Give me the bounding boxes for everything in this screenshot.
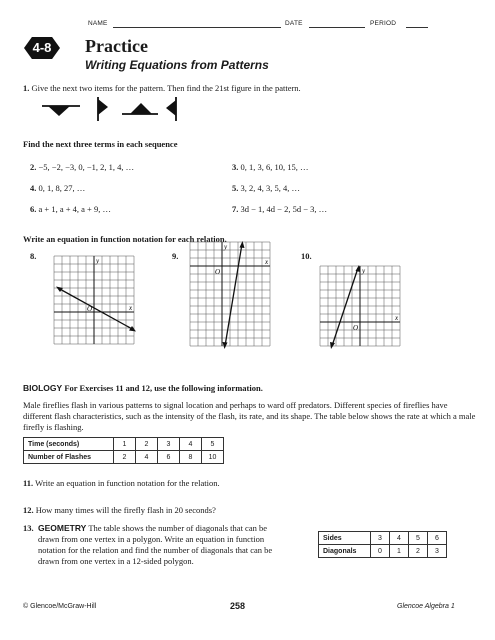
graph-9-grid (190, 242, 270, 346)
table-cell: 6 (158, 451, 180, 464)
question-5 (232, 183, 300, 194)
question-11-text: Write an equation in function notation for the relation. (35, 478, 220, 488)
question-7-text: 3d − 1, 4d − 2, 5d − 3, … (240, 204, 328, 214)
table-cell: 3 (371, 532, 390, 545)
footer-book: Glencoe Algebra 1 (397, 603, 455, 610)
table-row-label: Sides (319, 532, 371, 545)
footer-publisher-text: Glencoe/McGraw-Hill (30, 603, 97, 610)
table-cell: 1 (114, 438, 136, 451)
question-11-number: 11. (23, 478, 34, 488)
graph-9-line (225, 244, 242, 346)
question-3-text: 0, 1, 3, 6, 10, 15, … (240, 162, 309, 172)
table-cell: 5 (202, 438, 224, 451)
pattern-figure-3 (122, 103, 158, 114)
page-subtitle: Writing Equations from Patterns (85, 58, 269, 72)
question-12-text: How many times will the firefly flash in 20 seconds? (35, 505, 216, 515)
biology-heading (23, 383, 263, 393)
question-3-number: 3. (232, 162, 239, 172)
pattern-figure-2 (98, 97, 108, 121)
date-label: DATE (285, 20, 303, 27)
question-1-text: Give the next two items for the pattern. Then find the 21st figure in the pattern. (31, 83, 301, 93)
graph-9-y-label: y (224, 243, 228, 251)
table-row-label: Time (seconds) (24, 438, 114, 451)
firefly-table (23, 437, 224, 464)
biology-paragraph: Male fireflies flash in various patterns to signal location and perhaps to ward off predators. Different species of fireflies have different flash characteristics, such as the intensity of the flash, its rate, and its shape. The table below shows the rate at which a male firefly is flashing. (23, 400, 476, 432)
graph-8-origin: O (87, 305, 93, 313)
table-cell: 1 (390, 545, 409, 558)
pattern-figure-4 (166, 97, 176, 121)
question-6-text: a + 1, a + 4, a + 9, … (38, 204, 111, 214)
question-13-number: 13. (23, 523, 34, 533)
graph-10-origin: O (353, 324, 359, 332)
question-4 (30, 183, 85, 194)
question-2-text: −5, −2, −3, 0, −1, 2, 1, 4, … (38, 162, 135, 172)
graph-10-number: 10. (301, 251, 312, 261)
graph-8-number: 8. (30, 251, 37, 261)
question-6-number: 6. (30, 204, 37, 214)
graph-9-origin: O (215, 268, 221, 276)
question-13-topic: GEOMETRY (38, 523, 87, 533)
table-row (24, 451, 224, 464)
table-cell: 3 (428, 545, 447, 558)
period-blank[interactable] (406, 27, 428, 28)
table-cell: 3 (158, 438, 180, 451)
question-2 (30, 162, 134, 173)
table-row (319, 532, 447, 545)
pattern-figures (40, 97, 190, 123)
table-cell: 4 (136, 451, 158, 464)
name-blank[interactable] (113, 27, 281, 28)
graph-8-x-label: x (129, 304, 133, 312)
graph-10-y-label: y (362, 267, 366, 275)
table-cell: 2 (114, 451, 136, 464)
graph-9-x-label: x (265, 258, 269, 266)
table-cell: 0 (371, 545, 390, 558)
table-cell: 2 (409, 545, 428, 558)
graph-9 (186, 238, 274, 350)
question-12 (23, 505, 216, 516)
graph-8-y-label: y (96, 257, 100, 265)
table-cell: 10 (202, 451, 224, 464)
question-13-text: The table shows the number of diagonals that can be drawn from one vertex in a polygon. Write an equation in function notation for the relation and find the number of diagonals that can be drawn from one vertex in a 12-sided polygon. (38, 523, 273, 566)
graph-9-number: 9. (172, 251, 179, 261)
table-cell: 4 (390, 532, 409, 545)
question-4-number: 4. (30, 183, 37, 193)
question-3 (232, 162, 309, 173)
question-6 (30, 204, 111, 215)
question-1-number: 1. (23, 83, 30, 93)
table-cell: 4 (180, 438, 202, 451)
question-4-text: 0, 1, 8, 27, … (38, 183, 86, 193)
graph-10-x-label: x (395, 314, 399, 322)
question-5-text: 3, 2, 4, 3, 5, 4, … (240, 183, 300, 193)
lesson-number: 4-8 (32, 40, 52, 55)
table-row-label: Number of Flashes (24, 451, 114, 464)
question-5-number: 5. (232, 183, 239, 193)
graph-8 (50, 252, 138, 348)
question-7-number: 7. (232, 204, 239, 214)
footer-publisher (23, 603, 96, 610)
name-label: NAME (88, 20, 108, 27)
table-row (319, 545, 447, 558)
table-row (24, 438, 224, 451)
biology-topic: BIOLOGY (23, 383, 63, 393)
question-11 (23, 478, 220, 489)
question-7 (232, 204, 327, 215)
question-13 (38, 523, 288, 567)
period-label: PERIOD (370, 20, 397, 27)
page-number: 258 (230, 601, 246, 611)
lesson-badge (20, 37, 74, 59)
sequences-heading: Find the next three terms in each sequence (23, 139, 178, 149)
table-row-label: Diagonals (319, 545, 371, 558)
table-cell: 8 (180, 451, 202, 464)
diagonals-table (318, 531, 447, 558)
date-blank[interactable] (309, 27, 365, 28)
page-title: Practice (85, 36, 148, 56)
question-12-number: 12. (23, 505, 34, 515)
graph-10 (316, 262, 404, 350)
copyright-icon: © (23, 603, 29, 610)
biology-heading-text: For Exercises 11 and 12, use the following information. (64, 383, 263, 393)
table-cell: 2 (136, 438, 158, 451)
table-cell: 5 (409, 532, 428, 545)
pattern-figure-1 (42, 106, 80, 116)
table-cell: 6 (428, 532, 447, 545)
question-2-number: 2. (30, 162, 37, 172)
question-1 (23, 83, 301, 94)
relations-heading: Write an equation in function notation for each relation. (23, 234, 227, 244)
graph-8-line (58, 288, 134, 330)
